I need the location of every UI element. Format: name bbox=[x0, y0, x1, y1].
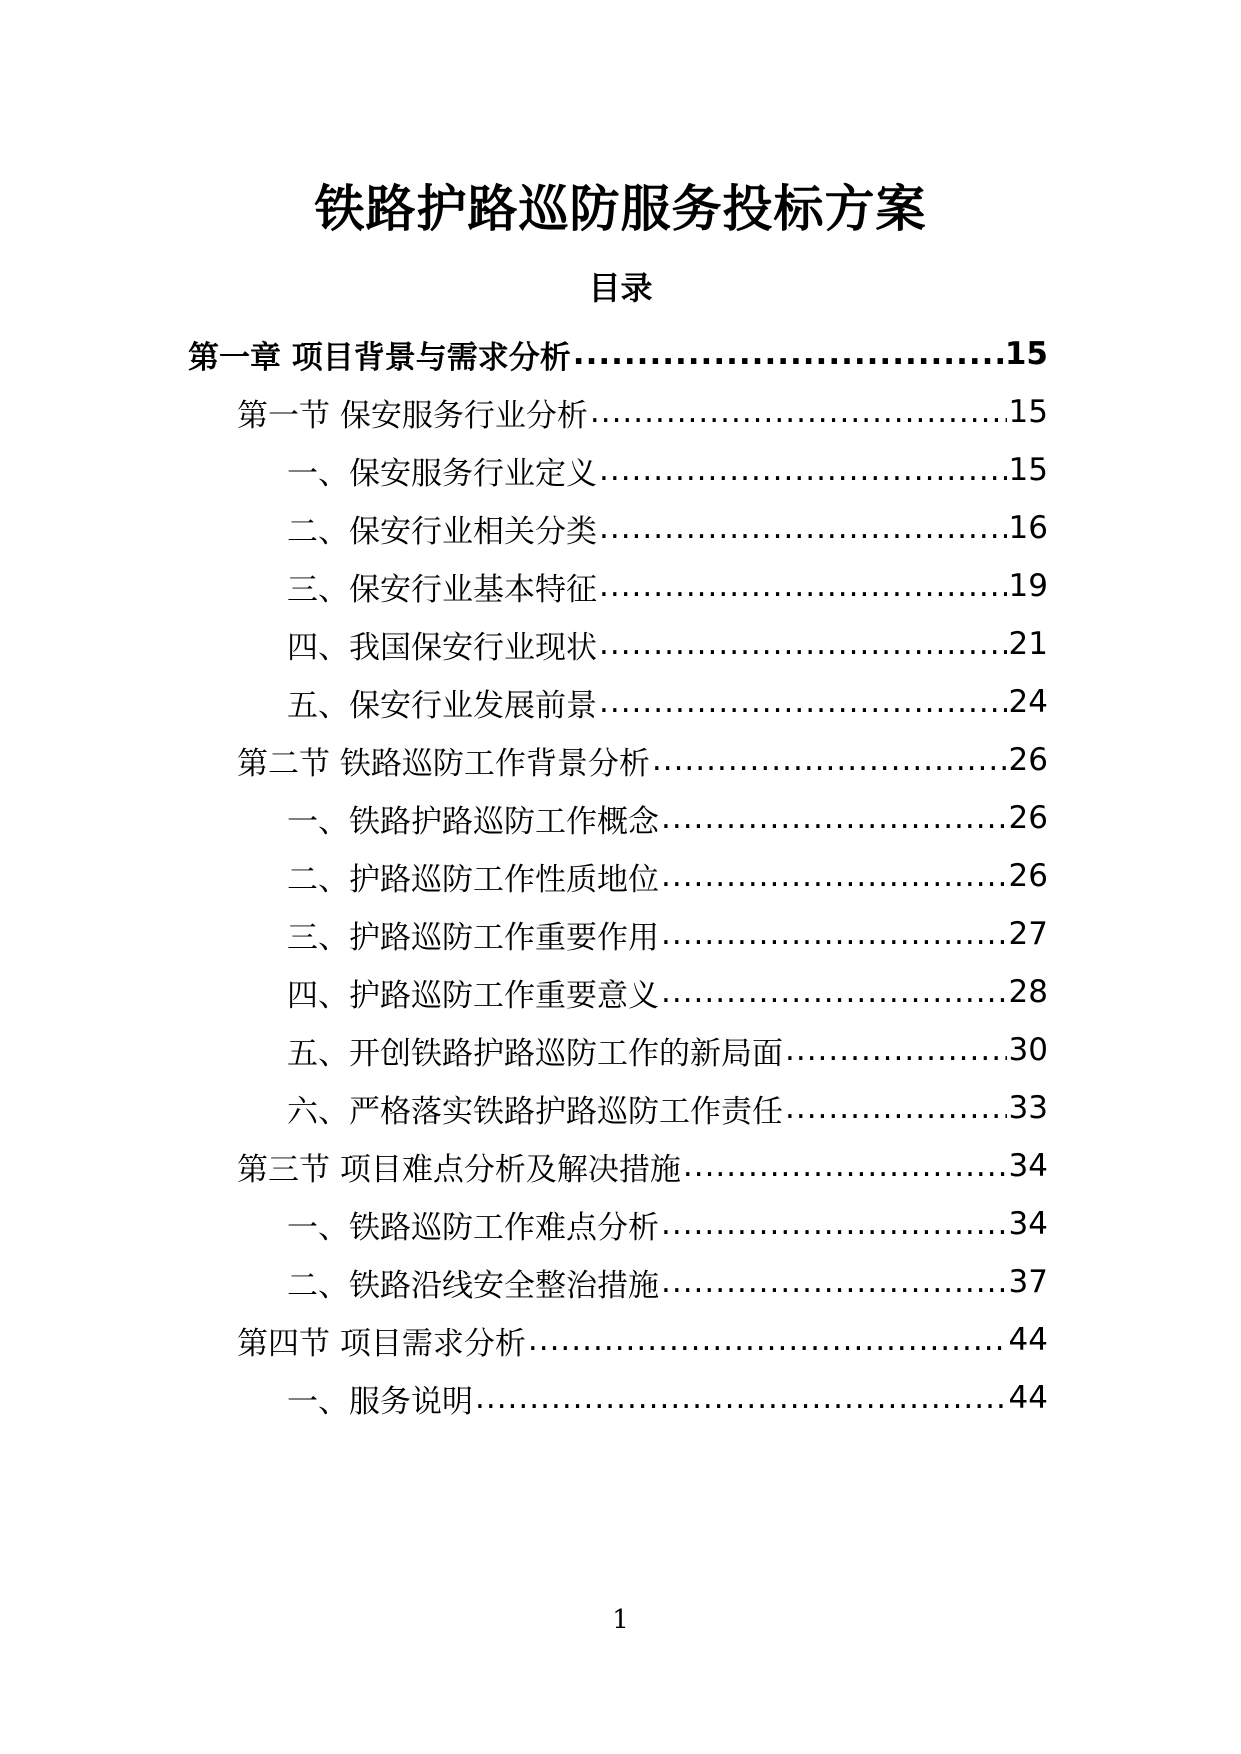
toc-entry-page: 33 bbox=[1008, 1090, 1048, 1126]
toc-entry-item[interactable] bbox=[287, 612, 1048, 676]
toc-dot-leader bbox=[599, 510, 1007, 546]
toc-entry-chapter-1[interactable] bbox=[188, 322, 1048, 386]
toc-entry-page: 15 bbox=[1004, 336, 1048, 372]
toc-entry-page: 27 bbox=[1008, 916, 1048, 952]
toc-dot-leader bbox=[661, 858, 1007, 894]
toc-dot-leader bbox=[652, 742, 1007, 778]
toc-entry-page: 24 bbox=[1008, 684, 1048, 720]
toc-entry-section-4[interactable] bbox=[237, 1308, 1048, 1372]
toc-entry-item[interactable] bbox=[287, 496, 1048, 560]
toc-entry-item[interactable] bbox=[287, 1192, 1048, 1256]
toc-dot-leader bbox=[661, 1264, 1007, 1300]
toc-entry-item[interactable] bbox=[287, 1076, 1048, 1140]
toc-entry-page: 21 bbox=[1008, 626, 1048, 662]
toc-entry-label: 第二节 铁路巡防工作背景分析 bbox=[237, 745, 650, 782]
toc-entry-label: 二、护路巡防工作性质地位 bbox=[287, 861, 659, 898]
toc-entry-label: 一、服务说明 bbox=[287, 1383, 473, 1420]
toc-dot-leader bbox=[785, 1090, 1007, 1126]
toc-entry-label: 三、护路巡防工作重要作用 bbox=[287, 919, 659, 956]
toc-entry-label: 二、铁路沿线安全整治措施 bbox=[287, 1267, 659, 1304]
toc-entry-page: 16 bbox=[1008, 510, 1048, 546]
toc-entry-page: 26 bbox=[1008, 742, 1048, 778]
toc-entry-item[interactable] bbox=[287, 844, 1048, 908]
toc-entry-label: 四、护路巡防工作重要意义 bbox=[287, 977, 659, 1014]
toc-entry-item[interactable] bbox=[287, 670, 1048, 734]
toc-entry-page: 37 bbox=[1008, 1264, 1048, 1300]
toc-entry-label: 第三节 项目难点分析及解决措施 bbox=[237, 1151, 681, 1188]
toc-entry-page: 44 bbox=[1008, 1322, 1048, 1358]
toc-entry-label: 一、铁路巡防工作难点分析 bbox=[287, 1209, 659, 1246]
toc-entry-page: 34 bbox=[1008, 1148, 1048, 1184]
toc-dot-leader bbox=[661, 916, 1007, 952]
toc-dot-leader bbox=[661, 800, 1007, 836]
toc-dot-leader bbox=[661, 974, 1007, 1010]
toc-dot-leader bbox=[661, 1206, 1007, 1242]
toc-entry-page: 26 bbox=[1008, 800, 1048, 836]
toc-entry-label: 第一节 保安服务行业分析 bbox=[237, 397, 588, 434]
toc-dot-leader bbox=[785, 1032, 1007, 1068]
toc-entry-page: 30 bbox=[1008, 1032, 1048, 1068]
toc-entry-label: 六、严格落实铁路护路巡防工作责任 bbox=[287, 1093, 783, 1130]
toc-entry-label: 二、保安行业相关分类 bbox=[287, 513, 597, 550]
toc-entry-page: 15 bbox=[1008, 394, 1048, 430]
toc-dot-leader bbox=[599, 684, 1007, 720]
toc-entry-page: 19 bbox=[1008, 568, 1048, 604]
toc-dot-leader bbox=[683, 1148, 1007, 1184]
toc-entry-label: 一、铁路护路巡防工作概念 bbox=[287, 803, 659, 840]
toc-entry-label: 五、保安行业发展前景 bbox=[287, 687, 597, 724]
page-number: 1 bbox=[612, 1605, 629, 1635]
toc-entry-item[interactable] bbox=[287, 960, 1048, 1024]
toc-entry-label: 第四节 项目需求分析 bbox=[237, 1325, 526, 1362]
toc-entry-page: 28 bbox=[1008, 974, 1048, 1010]
toc-entry-label: 四、我国保安行业现状 bbox=[287, 629, 597, 666]
toc-heading: 目录 bbox=[588, 269, 653, 307]
toc-entry-label: 第一章 项目背景与需求分析 bbox=[188, 339, 571, 376]
toc-entry-item[interactable] bbox=[287, 786, 1048, 850]
toc-entry-item[interactable] bbox=[287, 902, 1048, 966]
toc-dot-leader bbox=[475, 1380, 1007, 1416]
toc-entry-item[interactable] bbox=[287, 1366, 1048, 1430]
toc-entry-page: 26 bbox=[1008, 858, 1048, 894]
toc-entry-page: 44 bbox=[1008, 1380, 1048, 1416]
toc-dot-leader bbox=[599, 568, 1007, 604]
toc-entry-label: 三、保安行业基本特征 bbox=[287, 571, 597, 608]
toc-dot-leader bbox=[599, 626, 1007, 662]
toc-entry-label: 一、保安服务行业定义 bbox=[287, 455, 597, 492]
toc-entry-section-3[interactable] bbox=[237, 1134, 1048, 1198]
toc-entry-page: 34 bbox=[1008, 1206, 1048, 1242]
toc-entry-page: 15 bbox=[1008, 452, 1048, 488]
toc-dot-leader bbox=[573, 336, 1003, 372]
toc-entry-item[interactable] bbox=[287, 1018, 1048, 1082]
toc-entry-item[interactable] bbox=[287, 554, 1048, 618]
toc-entry-item[interactable] bbox=[287, 438, 1048, 502]
toc-entry-section-1[interactable] bbox=[237, 380, 1048, 444]
document-title: 铁路护路巡防服务投标方案 bbox=[314, 180, 927, 238]
toc-dot-leader bbox=[528, 1322, 1007, 1358]
toc-dot-leader bbox=[590, 394, 1007, 430]
toc-entry-item[interactable] bbox=[287, 1250, 1048, 1314]
toc-entry-section-2[interactable] bbox=[237, 728, 1048, 792]
toc-dot-leader bbox=[599, 452, 1007, 488]
toc-entry-label: 五、开创铁路护路巡防工作的新局面 bbox=[287, 1035, 783, 1072]
